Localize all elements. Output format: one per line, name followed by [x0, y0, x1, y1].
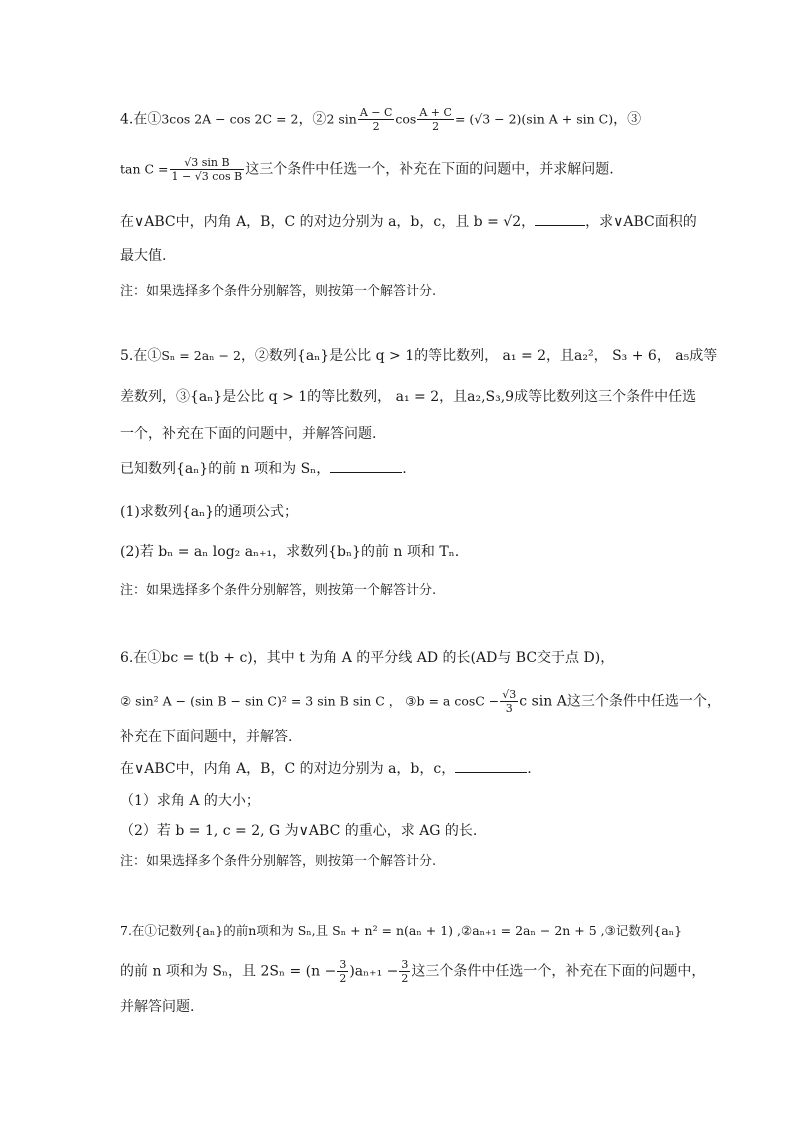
q5-condition-1: Sₙ = 2aₙ − 2	[161, 348, 241, 363]
frac-num: √3 sin B	[170, 156, 245, 170]
q4-condition-3-lhs: tan C =	[120, 161, 169, 177]
q4-condition-2b: cos	[395, 111, 417, 127]
frac-den: 1 − √3 cos B	[171, 170, 243, 183]
q4-fraction-a-minus-c	[358, 106, 395, 133]
q4-sep2: ，②	[298, 111, 327, 128]
q6-line1: 6.在①bc = t(b + c)，其中 t 为角 A 的平分线 AD 的长(AD与 BC交于点 D)，	[120, 650, 615, 666]
frac-den: 2	[432, 120, 440, 133]
q5-line4-a: 已知数列{aₙ}的前 n 项和为 Sₙ，	[120, 461, 331, 477]
frac-num: 3	[401, 958, 409, 971]
q7-line2-c: 这三个条件中任选一个，补充在下面的问题中，	[411, 963, 706, 980]
q4-line1	[120, 106, 680, 133]
q4-instruction: 这三个条件中任选一个，补充在下面的问题中，并求解问题.	[245, 161, 614, 178]
q6-fraction-sqrt3-over-3	[500, 688, 518, 715]
q7-line1: 7.在①记数列{aₙ}的前n项和为 Sₙ,且 Sₙ + n² = n(aₙ + 1) ,②aₙ₊₁ = 2aₙ − 2n + 5 ,③记数列{aₙ}	[120, 923, 683, 938]
q4-problem	[120, 213, 697, 231]
q4-problem-a: 在∨ABC中，内角 A，B，C 的对边分别为 a，b，c，且 b = √2，	[120, 214, 536, 230]
answer-blank	[455, 760, 527, 773]
frac-den: 3	[505, 702, 513, 715]
q4-condition-2a: 2 sin	[326, 111, 357, 127]
q6-part2: （2）若 b = 1, c = 2, G 为∨ABC 的重心，求 AG 的长.	[120, 823, 478, 839]
q4-note: 注：如果选择多个条件分别解答，则按第一个解答计分.	[120, 284, 437, 299]
q5-note: 注：如果选择多个条件分别解答，则按第一个解答计分.	[120, 583, 437, 598]
frac-den: 2	[339, 972, 347, 985]
q5-line4-b: .	[402, 461, 407, 477]
q4-problem-b: ，求∨ABC面积的	[585, 214, 697, 230]
q7-line2	[120, 958, 706, 985]
q6-part1: （1）求角 A 的大小；	[120, 793, 260, 809]
q5-line2: 差数列，③{aₙ}是公比 q > 1的等比数列， a₁ = 2，且a₂,S₃,9成等比数列这三个条件中任选	[120, 389, 697, 405]
q4-condition-2c: = (√3 − 2)(sin A + sin C)	[454, 111, 614, 127]
q4-problem-cont: 最大值.	[120, 248, 167, 264]
answer-blank	[330, 460, 402, 473]
q6-line2-a: ② sin² A − (sin B − sin C)² = 3 sin B sin C ， ③b = a cosC −	[120, 693, 500, 709]
q4-line2	[120, 156, 680, 183]
q7-line2-a: 的前 n 项和为 Sₙ，且 2Sₙ = (n −	[120, 963, 337, 980]
q6-line3: 补充在下面问题中，并解答.	[120, 729, 293, 745]
q4-fraction-a-plus-c	[417, 106, 454, 133]
q5-line3: 一个，补充在下面的问题中，并解答问题.	[120, 426, 377, 442]
answer-blank	[535, 213, 585, 226]
q7-fraction-b	[399, 958, 410, 985]
q6-note: 注：如果选择多个条件分别解答，则按第一个解答计分.	[120, 854, 437, 869]
q6-line4-a: 在∨ABC中，内角 A，B，C 的对边分别为 a，b，c，	[120, 761, 456, 777]
q7-fraction-a	[337, 958, 348, 985]
frac-num: A − C	[359, 106, 393, 119]
q6-line4	[120, 760, 680, 778]
q5-line1	[120, 347, 718, 365]
q4-prefix: 4.在①	[120, 111, 162, 128]
frac-den: 2	[372, 120, 380, 133]
q5-condition-2: ，②数列{aₙ}是公比 q > 1的等比数列， a₁ = 2，且a₂²， S₃ + 6， a₅成等	[240, 348, 718, 364]
frac-num: 3	[339, 958, 347, 971]
frac-num: √3	[502, 688, 517, 701]
q5-part1: (1)求数列{aₙ}的通项公式；	[120, 504, 299, 520]
q7-line2-b: )aₙ₊₁ −	[349, 963, 399, 980]
q6-line4-b: .	[527, 761, 532, 777]
frac-den: 2	[401, 972, 409, 985]
q5-part2: (2)若 bₙ = aₙ log₂ aₙ₊₁，求数列{bₙ}的前 n 项和 Tₙ.	[120, 544, 460, 560]
q4-sep3: ，③	[613, 111, 642, 128]
q6-line2	[120, 688, 721, 715]
q4-fraction-tan	[170, 156, 245, 183]
q7-line3: 并解答问题.	[120, 999, 195, 1015]
q4-condition-1: 3cos 2A − cos 2C = 2	[161, 111, 299, 127]
q5-line4	[120, 460, 680, 478]
q5-prefix: 5.在①	[120, 348, 162, 364]
frac-num: A + C	[419, 106, 452, 119]
q6-line2-b: c sin A这三个条件中任选一个，	[519, 693, 721, 710]
